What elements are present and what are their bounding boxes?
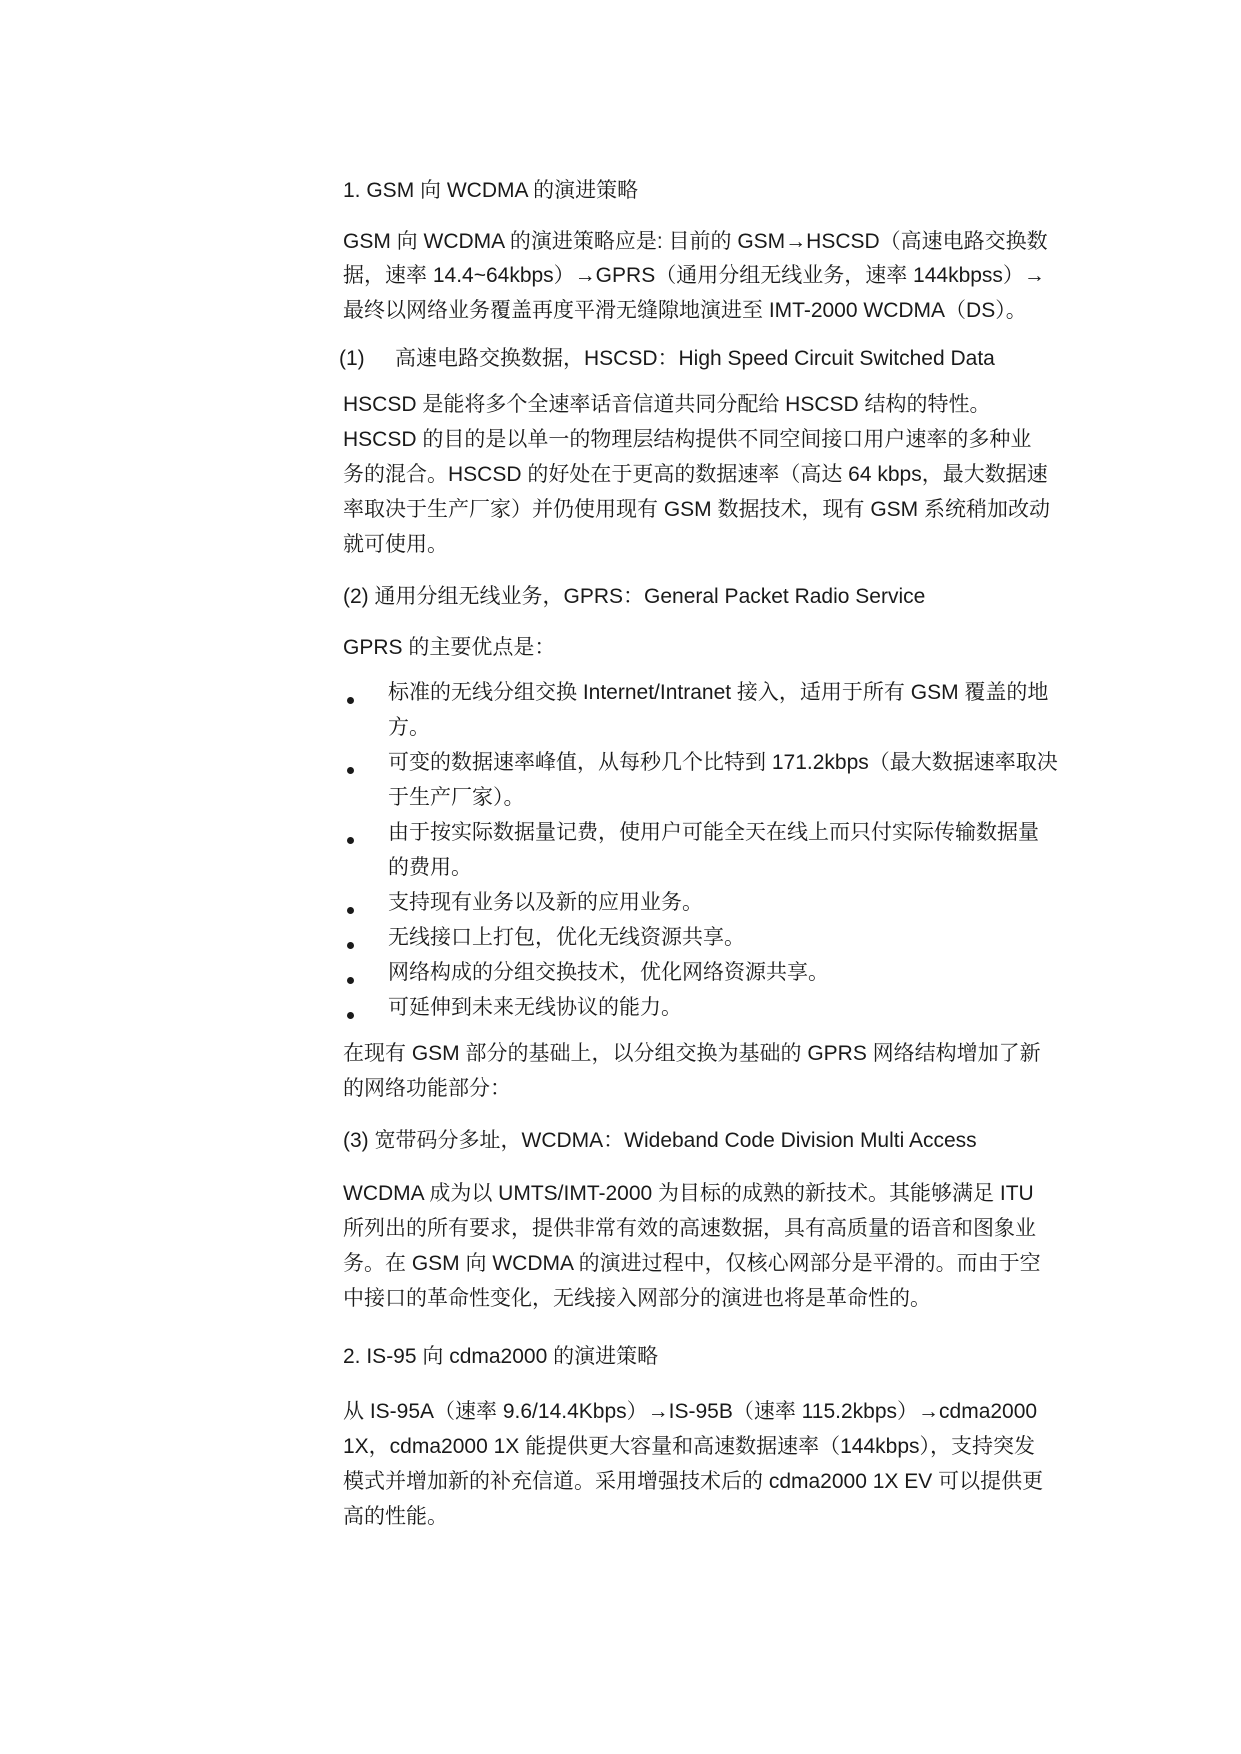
sub1-body-line: HSCSD 是能将多个全速率话音信道共同分配给 HSCSD 结构的特性。 bbox=[343, 393, 991, 416]
sub1-body-line: 率取决于生产厂家）并仍使用现有 GSM 数据技术，现有 GSM 系统稍加改动 bbox=[343, 498, 1051, 521]
sub2-title: (2) 通用分组无线业务，GPRS：General Packet Radio Service bbox=[343, 585, 926, 608]
gprs-after-line: 的网络功能部分： bbox=[343, 1077, 511, 1100]
bullet-icon bbox=[347, 767, 354, 774]
section2-body-line: 模式并增加新的补充信道。采用增强技术后的 cdma2000 1X EV 可以提供更 bbox=[343, 1470, 1044, 1493]
bullet-icon bbox=[347, 837, 354, 844]
gprs-advantages-intro: GPRS 的主要优点是： bbox=[343, 636, 556, 659]
list-item-text: 方。 bbox=[388, 716, 430, 739]
section1-heading: 1. GSM 向 WCDMA 的演进策略 bbox=[343, 179, 639, 202]
gprs-after-line: 在现有 GSM 部分的基础上，以分组交换为基础的 GPRS 网络结构增加了新 bbox=[343, 1042, 1041, 1065]
bullet-icon bbox=[347, 977, 354, 984]
sub3-body-line: WCDMA 成为以 UMTS/IMT-2000 为目标的成熟的新技术。其能够满足 ITU bbox=[343, 1182, 1034, 1205]
section1-intro-line: GSM 向 WCDMA 的演进策略应是: 目前的 GSM→HSCSD（高速电路交换数 bbox=[343, 230, 1048, 253]
list-item-text: 无线接口上打包，优化无线资源共享。 bbox=[388, 926, 745, 949]
list-item-text: 由于按实际数据量记费，使用户可能全天在线上而只付实际传输数据量 bbox=[388, 821, 1039, 844]
bullet-icon bbox=[347, 942, 354, 949]
section2-body-line: 高的性能。 bbox=[343, 1505, 448, 1528]
sub3-body-line: 中接口的革命性变化，无线接入网部分的演进也将是革命性的。 bbox=[343, 1287, 931, 1310]
bullet-icon bbox=[347, 1012, 354, 1019]
section2-body-line: 1X，cdma2000 1X 能提供更大容量和高速数据速率（144kbps），支持突发 bbox=[343, 1435, 1036, 1458]
list-item-text: 标准的无线分组交换 Internet/Intranet 接入，适用于所有 GSM 覆盖的地 bbox=[388, 681, 1049, 704]
list-item-text: 网络构成的分组交换技术，优化网络资源共享。 bbox=[388, 961, 829, 984]
sub3-body-line: 务。在 GSM 向 WCDMA 的演进过程中，仅核心网部分是平滑的。而由于空 bbox=[343, 1252, 1041, 1275]
section2-body-line: 从 IS-95A（速率 9.6/14.4Kbps）→IS-95B（速率 115.2kbps）→cdma2000 bbox=[343, 1400, 1038, 1423]
list-item-text: 支持现有业务以及新的应用业务。 bbox=[388, 891, 703, 914]
list-item-text: 于生产厂家）。 bbox=[388, 786, 525, 809]
sub3-body-line: 所列出的所有要求，提供非常有效的高速数据，具有高质量的语音和图象业 bbox=[343, 1217, 1036, 1240]
sub3-title: (3) 宽带码分多址，WCDMA：Wideband Code Division Multi Access bbox=[343, 1129, 977, 1152]
list-item-text: 可变的数据速率峰值，从每秒几个比特到 171.2kbps（最大数据速率取决 bbox=[388, 751, 1058, 774]
sub1-body-line: HSCSD 的目的是以单一的物理层结构提供不同空间接口用户速率的多种业 bbox=[343, 428, 1032, 451]
section1-intro-line: 据，速率 14.4~64kbps）→GPRS（通用分组无线业务，速率 144kbpss）→ bbox=[343, 264, 1045, 287]
list-item-text: 可延伸到未来无线协议的能力。 bbox=[388, 996, 682, 1019]
sub1-title: 高速电路交换数据，HSCSD：High Speed Circuit Switched Data bbox=[395, 347, 995, 370]
list-item-text: 的费用。 bbox=[388, 856, 472, 879]
sub1-body-line: 就可使用。 bbox=[343, 533, 448, 556]
section2-heading: 2. IS-95 向 cdma2000 的演进策略 bbox=[343, 1345, 659, 1368]
bullet-icon bbox=[347, 907, 354, 914]
section1-intro-line: 最终以网络业务覆盖再度平滑无缝隙地演进至 IMT-2000 WCDMA（DS）。 bbox=[343, 299, 1027, 322]
bullet-icon bbox=[347, 697, 354, 704]
sub1-number: (1) bbox=[339, 347, 365, 370]
sub1-body-line: 务的混合。HSCSD 的好处在于更高的数据速率（高达 64 kbps，最大数据速 bbox=[343, 463, 1048, 486]
